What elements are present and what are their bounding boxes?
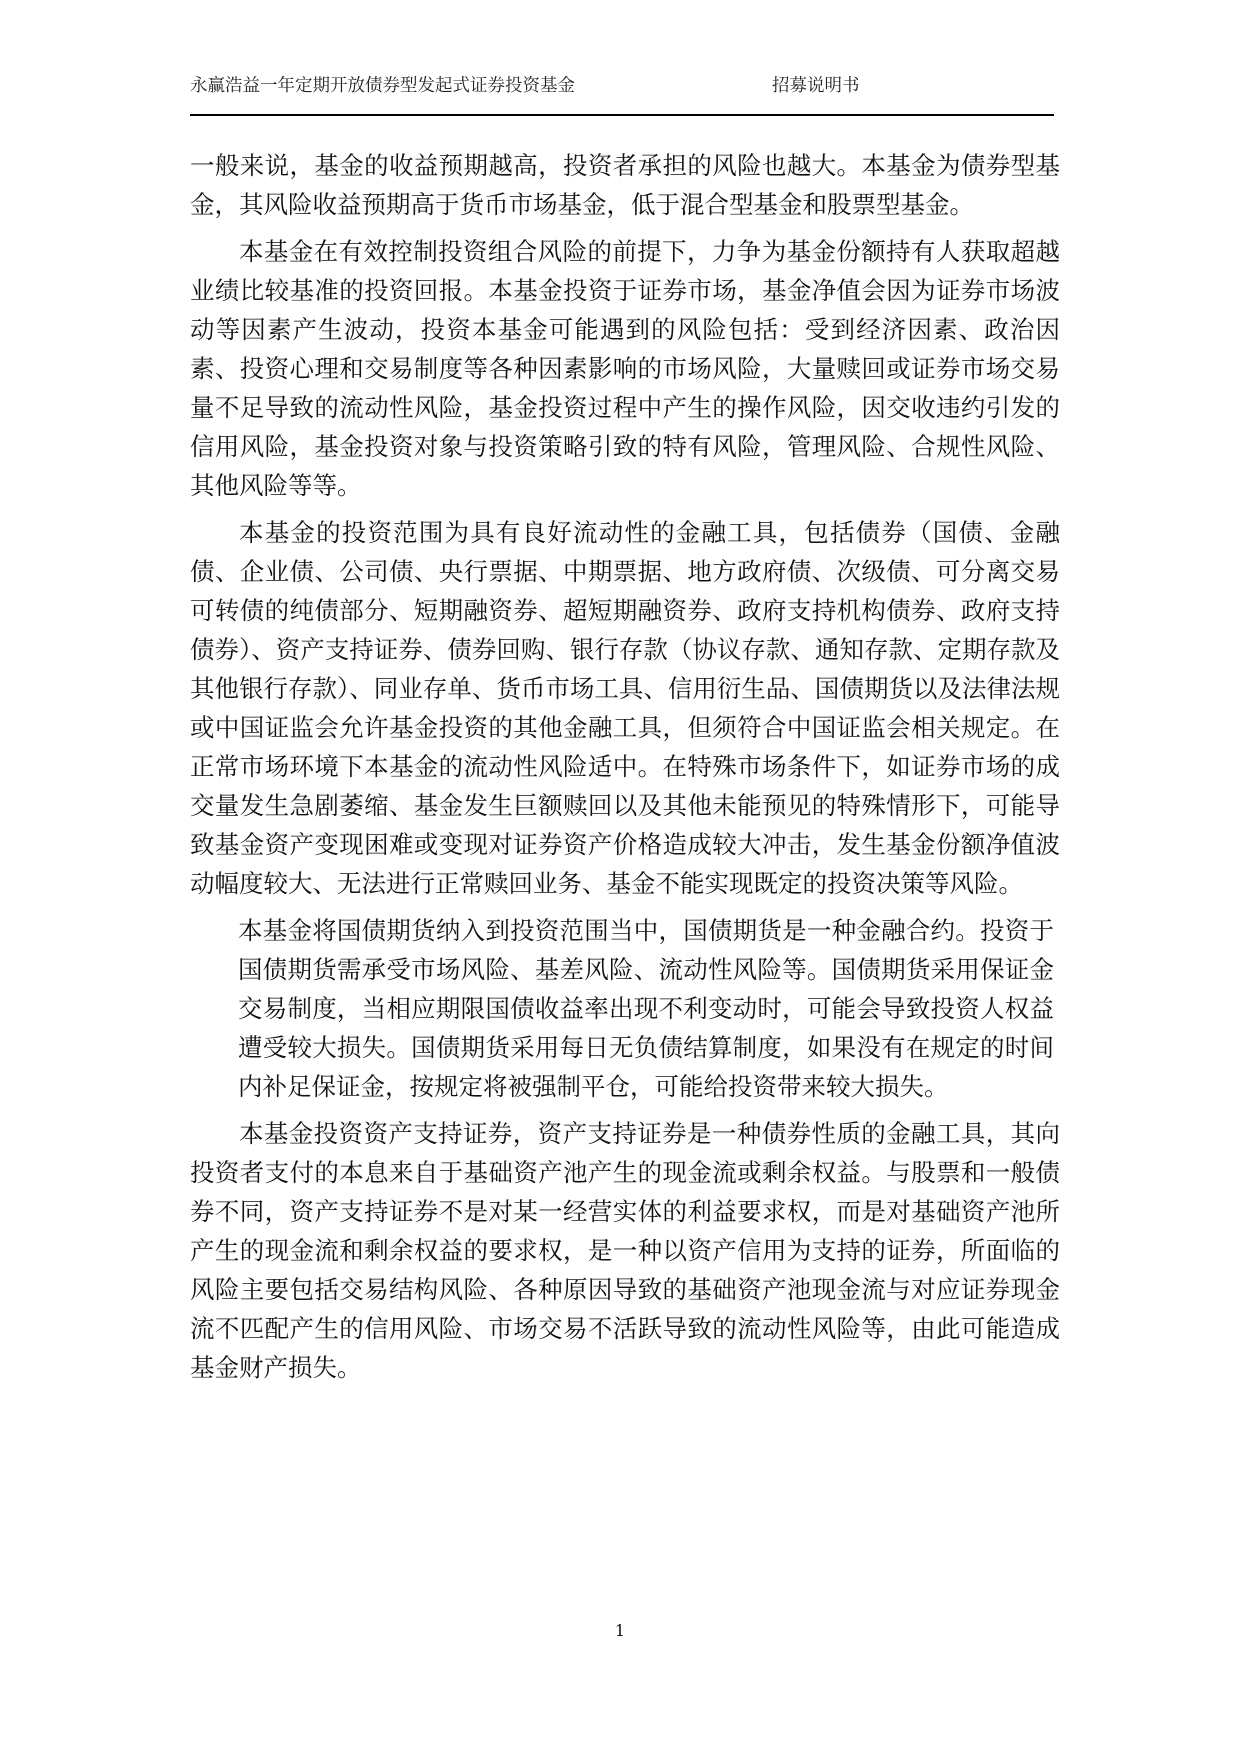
paragraph-asset-backed-securities: 本基金投资资产支持证券，资产支持证券是一种债券性质的金融工具，其向投资者支付的本息来自于基础资产池产生的现金流或剩余权益。与股票和一般债券不同，资产支持证券不是对某一经营实体的利益要求权，而是对基础资产池所产生的现金流和剩余权益的要求权，是一种以资产信用为支持的证券，所面临的风险主要包括交易结构风险、各种原因导致的基础资产池现金流与对应证券现金流不匹配产生的信用风险、市场交易不活跃导致的流动性风险等，由此可能造成基金财产损失。 [190, 1119, 1060, 1382]
body-text [190, 146, 1060, 1395]
paragraph-investment-scope: 本基金的投资范围为具有良好流动性的金融工具，包括债券（国债、金融债、企业债、公司债、央行票据、中期票据、地方政府债、次级债、可分离交易可转债的纯债部分、短期融资券、超短期融资券、政府支持机构债券、政府支持债券）、资产支持证券、债券回购、银行存款（协议存款、通知存款、定期存款及其他银行存款）、同业存单、货币市场工具、信用衍生品、国债期货以及法律法规或中国证监会允许基金投资的其他金融工具，但须符合中国证监会相关规定。在正常市场环境下本基金的流动性风险适中。在特殊市场条件下，如证券市场的成交量发生急剧萎缩、基金发生巨额赎回以及其他未能预见的特殊情形下，可能导致基金资产变现困难或变现对证券资产价格造成较大冲击，发生基金份额净值波动幅度较大、无法进行正常赎回业务、基金不能实现既定的投资决策等风险。 [190, 518, 1060, 898]
page-header [190, 74, 1054, 116]
paragraph-investment-risks: 本基金在有效控制投资组合风险的前提下，力争为基金份额持有人获取超越业绩比较基准的投资回报。本基金投资于证券市场，基金净值会因为证券市场波动等因素产生波动，投资本基金可能遇到的风险包括：受到经济因素、政治因素、投资心理和交易制度等各种因素影响的市场风险，大量赎回或证券市场交易量不足导致的流动性风险，基金投资过程中产生的操作风险，因交收违约引发的信用风险，基金投资对象与投资策略引致的特有风险，管理风险、合规性风险、其他风险等等。 [190, 237, 1060, 500]
header-doc-type: 招募说明书 [772, 76, 860, 96]
page-number: 1 [614, 1621, 626, 1640]
paragraph-risk-return: 一般来说，基金的收益预期越高，投资者承担的风险也越大。本基金为债券型基金，其风险收益预期高于货币市场基金，低于混合型基金和股票型基金。 [190, 151, 1060, 219]
header-fund-name: 永赢浩益一年定期开放债券型发起式证券投资基金 [190, 76, 575, 96]
paragraph-treasury-futures: 本基金将国债期货纳入到投资范围当中，国债期货是一种金融合约。投资于国债期货需承受市场风险、基差风险、流动性风险等。国债期货采用保证金交易制度，当相应期限国债收益率出现不利变动时，可能会导致投资人权益遭受较大损失。国债期货采用每日无负债结算制度，如果没有在规定的时间内补足保证金，按规定将被强制平仓，可能给投资带来较大损失。 [238, 916, 1054, 1101]
